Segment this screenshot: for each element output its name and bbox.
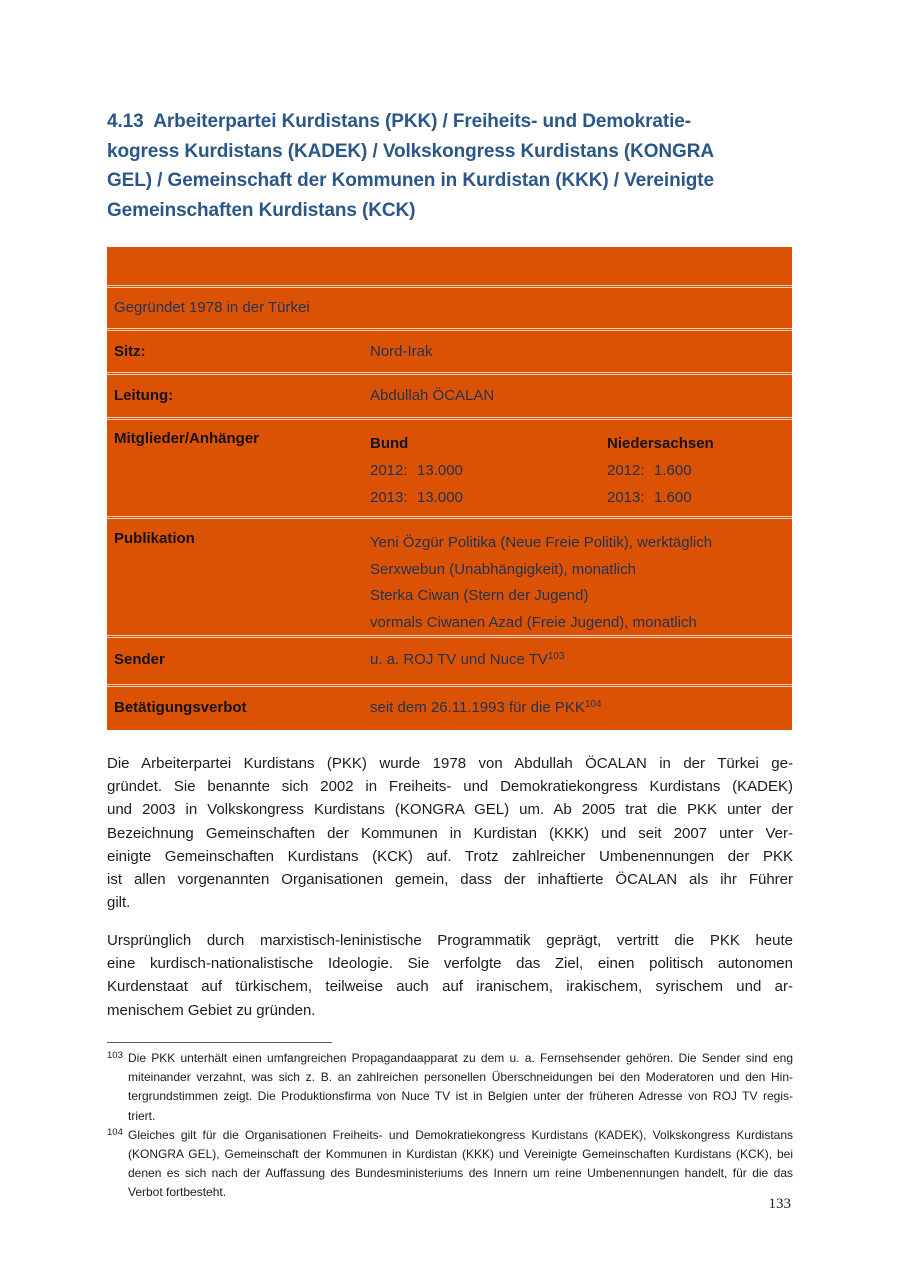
members-niedersachsen-column [607, 430, 792, 516]
body-paragraph-1: Die Arbeiterpartei Kurdistans (PKK) wurde 1978 von Abdullah ÖCALAN in der Türkei ge- gründet. Sie benannte sich 2002 in Freiheits- und Demokratiekongress Kurdistans (KADEK) und 2003 in Volkskongress Kurdistans (KONGRA GEL) um. Ab 2005 trat die PKK unter der Bezeichnung Gemeinschaften der Kommunen in Kurdistan (KKK) und seit 2007 unter Ver- einigte Gemeinschaften Kurdistans (KCK) auf. Trotz zahlreicher Umbenennungen der PKK ist allen vorgenannten Organisationen gemein, dass der inhaftierte ÖCALAN als ihr Führer gilt. [107, 755, 793, 912]
infobox-row-leadership [107, 374, 792, 418]
organization-infobox [107, 247, 792, 730]
infobox-row-activity-ban [107, 686, 792, 730]
footnote-104-text: Gleiches gilt für die Organisationen Freiheits- und Demokratiekongress Kurdistans (KADEK), Volkskongress Kurdistans (KONGRA GEL), Gemeinschaft der Kommunen in Kurdistan (KKK) und Vereinigte Gemeinschaften Kurdistans (KCK), bei denen es sich nach der Auffassung des Bundesministeriums des Innern um reine Umbenennungen handelt, für die das Verbot fortbesteht. [128, 1127, 793, 1200]
footnote-104-marker: 104 [107, 1126, 123, 1138]
footnote-104 [107, 1126, 793, 1203]
infobox-row-publication [107, 518, 792, 636]
footnote-ref-104: 104 [584, 699, 602, 710]
infobox-row-broadcaster [107, 637, 792, 685]
infobox-row-members [107, 419, 792, 517]
members-bund-2013: 2013: 13.000 [370, 489, 463, 506]
members-bund-header: Bund [370, 435, 409, 452]
broadcaster-value: u. a. ROJ TV und Nuce TV$^{103}$ [370, 651, 565, 668]
leadership-value: Abdullah ÖCALAN [370, 387, 495, 404]
members-niedersachsen-2012: 2012: 1.600 [607, 462, 692, 479]
publication-list: Yeni Özgür Politika (Neue Freie Politik), werktäglich Serxwebun (Unabhängigkeit), monatlich Sterka Ciwan (Stern der Jugend) vormals Ciwanen Azad (Freie Jugend), monatlich [370, 534, 713, 631]
members-columns [370, 430, 792, 516]
infobox-header-band [107, 247, 792, 286]
footnote-103-text: Die PKK unterhält einen umfangreichen Propagandaapparat zu dem u. a. Fernsehsender gehören. Die Sender sind eng miteinander verzahnt, was sich z. B. an zahlreichen personellen Überschneidungen bei den Moderatoren und den Hin- tergrundstimmen zeigt. Die Produktionsfirma von Nuce TV ist in Belgien unter der früheren Adresse von ROJ TV regis- triert. [128, 1051, 793, 1123]
activity-ban-label: Betätigungsverbot [114, 699, 247, 716]
members-bund-2012: 2012: 13.000 [370, 462, 463, 479]
footnote-separator-rule [107, 1042, 332, 1043]
leadership-label: Leitung: [114, 387, 174, 404]
footnotes-section [107, 1042, 793, 1203]
broadcaster-label: Sender [114, 651, 165, 668]
publication-label: Publikation [114, 530, 195, 547]
members-niedersachsen-header: Niedersachsen [607, 435, 714, 452]
seat-value: Nord-Irak [370, 343, 433, 360]
members-label: Mitglieder/Anhänger [114, 430, 260, 447]
page-number: 133 [768, 1196, 791, 1212]
infobox-row-founded [107, 287, 792, 329]
members-niedersachsen-2013: 2013: 1.600 [607, 489, 692, 506]
footnote-ref-103: 103 [547, 651, 565, 662]
founded-text: Gegründet 1978 in der Türkei [114, 299, 310, 316]
footnote-103-marker: 103 [107, 1050, 123, 1061]
section-heading: 4.13 Arbeiterpartei Kurdistans (PKK) / Freiheits- und Demokratie- kogress Kurdistans (KADEK) / Volkskongress Kurdistans (KONGRA GEL) / Gemeinschaft der Kommunen in Kurdistan (KKK) / Vereinigte Gemeinschaften Kurdistans (KCK) [107, 111, 714, 221]
seat-label: Sitz: [114, 343, 146, 360]
body-paragraph-2: Ursprünglich durch marxistisch-leninistische Programmatik geprägt, vertritt die PKK heute eine kurdisch-nationalistische Ideologie. Sie verfolgte das Ziel, einen politisch autonomen Kurdenstaat auf türkischem, teilweise auch auf iranischem, irakischem, syrischem und ar- menischem Gebiet zu gründen. [107, 932, 793, 1019]
activity-ban-value: seit dem 26.11.1993 für die PKK$^{104}$ [370, 699, 602, 716]
footnote-103 [107, 1049, 793, 1126]
members-bund-column [370, 430, 607, 516]
infobox-row-seat [107, 330, 792, 373]
